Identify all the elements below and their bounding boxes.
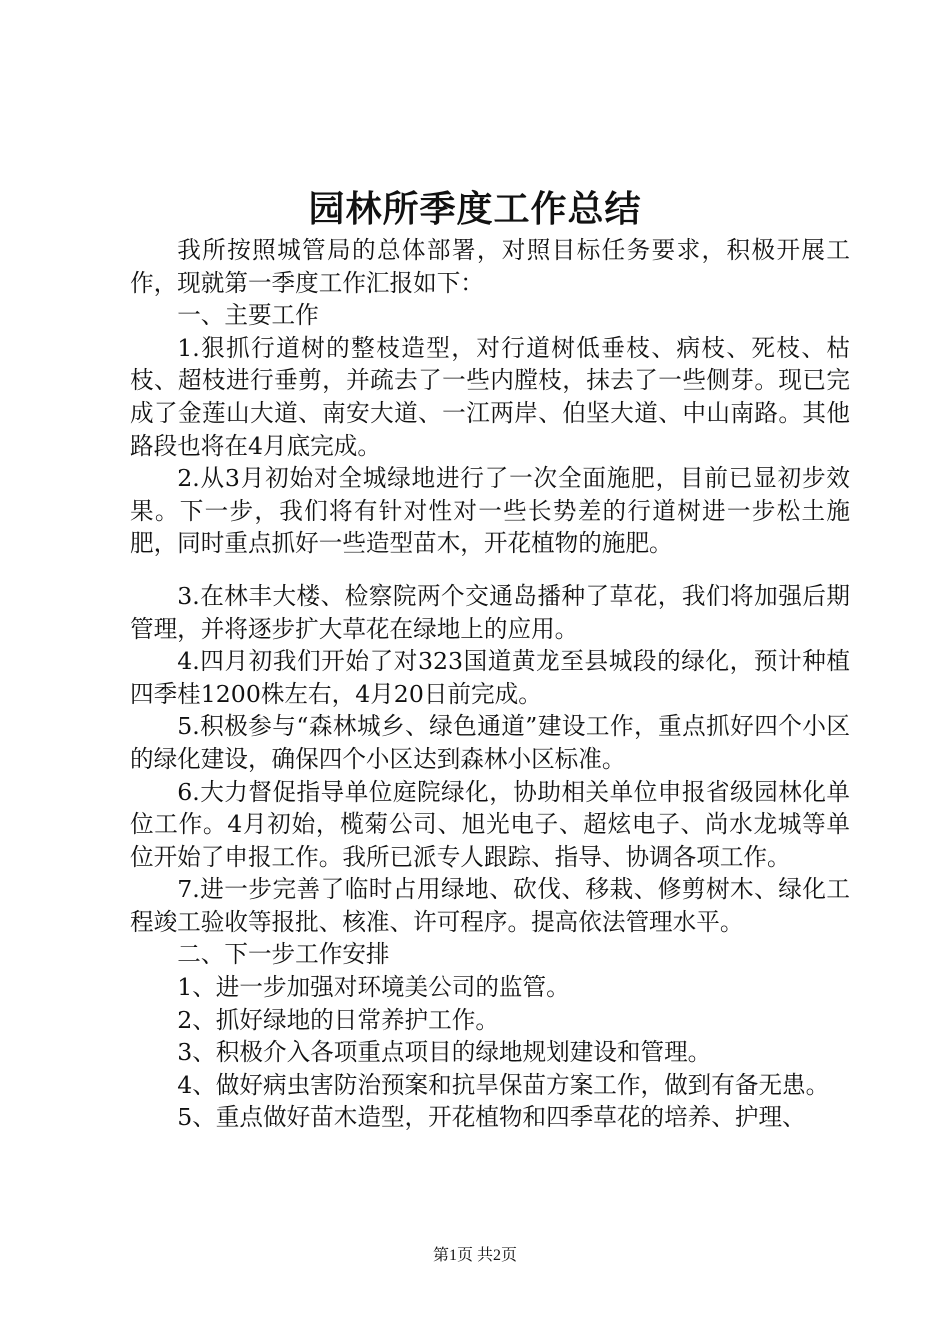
section-heading-main-work: 一、主要工作 bbox=[177, 301, 319, 330]
work-item-5: 5.积极参与“森林城乡、绿色通道”建设工作，重点抓好四个小区的绿化建设，确保四个小区达到森林小区标准。 bbox=[130, 712, 850, 773]
work-item-6: 6.大力督促指导单位庭院绿化，协助相关单位申报省级园林化单位工作。4月初始，榄菊公司、旭光电子、超炫电子、尚水龙城等单位开始了申报工作。我所已派专人跟踪、指导、协调各项工作。 bbox=[130, 777, 850, 871]
section-heading-next-steps: 二、下一步工作安排 bbox=[177, 940, 390, 969]
work-item-3: 3.在林丰大楼、检察院两个交通岛播种了草花，我们将加强后期管理，并将逐步扩大草花在绿地上的应用。 bbox=[130, 581, 850, 643]
intro-paragraph: 我所按照城管局的总体部署，对照目标任务要求，积极开展工作，现就第一季度工作汇报如下： bbox=[130, 236, 850, 297]
work-item-7: 7.进一步完善了临时占用绿地、砍伐、移栽、修剪树木、绿化工程竣工验收等报批、核准、许可程序。提高依法管理水平。 bbox=[130, 875, 850, 936]
next-step-5: 5、重点做好苗木造型，开花植物和四季草花的培养、护理、 bbox=[177, 1103, 806, 1132]
work-item-4: 4.四月初我们开始了对323国道黄龙至县城段的绿化，预计种植四季桂1200株左右，4月20日前完成。 bbox=[130, 647, 850, 708]
document-title: 园林所季度工作总结 bbox=[308, 188, 642, 230]
next-step-4: 4、做好病虫害防治预案和抗旱保苗方案工作，做到有备无患。 bbox=[177, 1070, 830, 1099]
next-step-1: 1、进一步加强对环境美公司的监管。 bbox=[177, 973, 570, 1002]
next-step-2: 2、抓好绿地的日常养护工作。 bbox=[177, 1005, 499, 1034]
work-item-2: 2.从3月初始对全城绿地进行了一次全面施肥，目前已显初步效果。下一步，我们将有针对性对一些长势差的行道树进一步松土施肥，同时重点抓好一些造型苗木，开花植物的施肥。 bbox=[130, 464, 850, 558]
document-body bbox=[130, 234, 850, 1134]
work-item-1: 1.狠抓行道树的整枝造型，对行道树低垂枝、病枝、死枝、枯枝、超枝进行垂剪，并疏去了一些内膛枝，抹去了一些侧芽。现已完成了金莲山大道、南安大道、一江两岸、伯坚大道、中山南路。其他路段也将在4月底完成。 bbox=[130, 333, 850, 460]
page-number-footer: 第1页 共2页 bbox=[432, 1247, 517, 1264]
next-step-3: 3、积极介入各项重点项目的绿地规划建设和管理。 bbox=[177, 1038, 712, 1067]
